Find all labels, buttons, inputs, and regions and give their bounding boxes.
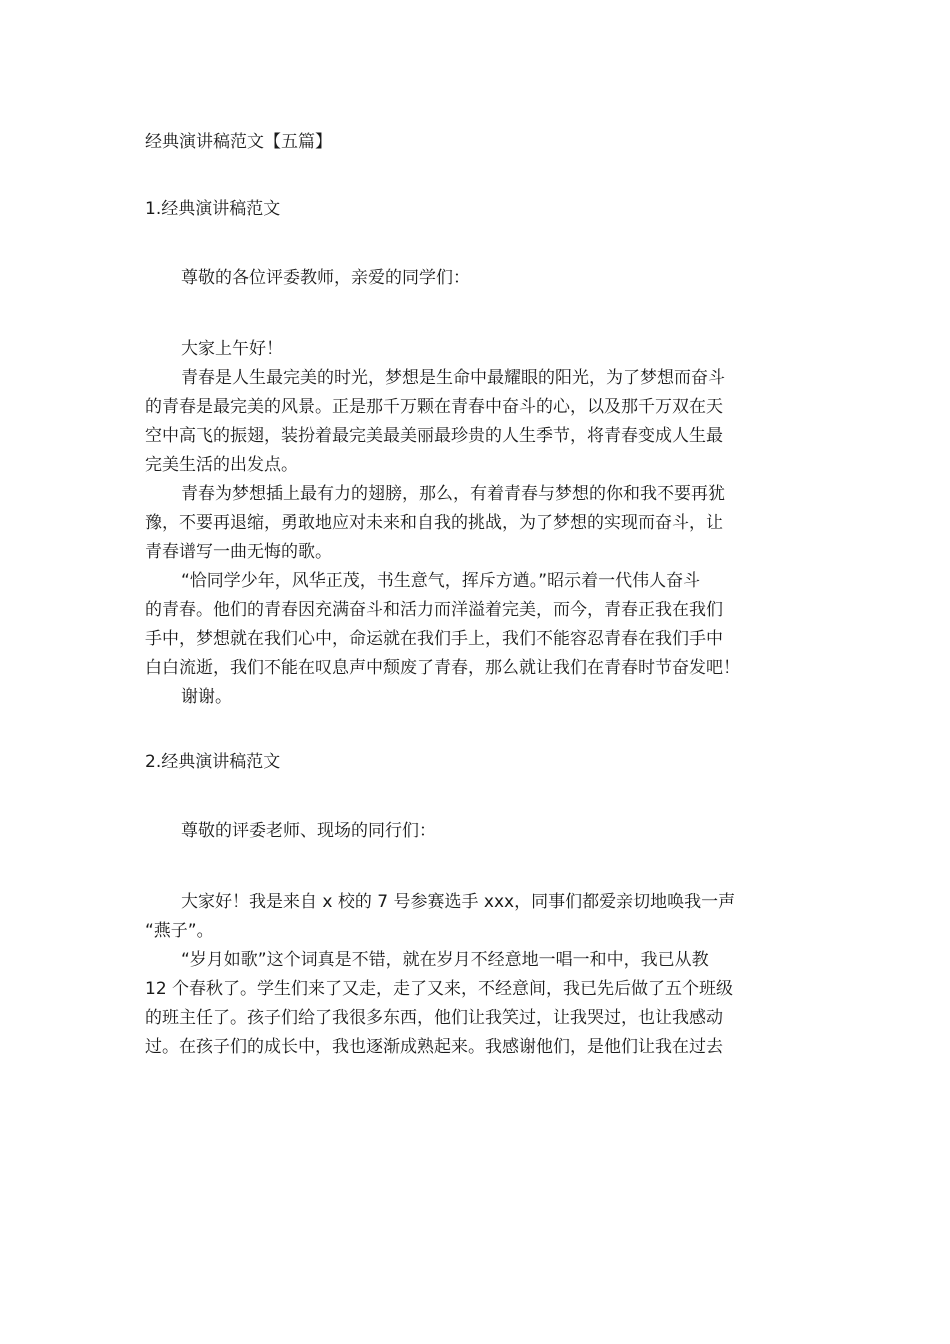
- paragraph-line: 空中高飞的振翅，装扮着最完美最美丽最珍贵的人生季节，将青春变成人生最: [145, 426, 723, 446]
- paragraph: [145, 946, 810, 1062]
- paragraph-line: “恰同学少年，风华正茂，书生意气，挥斥方遒。”昭示着一代伟人奋斗: [181, 571, 701, 591]
- paragraph-line: 的青春。他们的青春因充满奋斗和活力而洋溢着完美，而今，青春正我在我们: [145, 600, 723, 620]
- paragraph-line: 的青春是最完美的风景。正是那千万颗在青春中奋斗的心，以及那千万双在天: [145, 397, 723, 417]
- paragraph-line: 青春谱写一曲无悔的歌。: [145, 542, 332, 562]
- paragraph-line: 白白流逝，我们不能在叹息声中颓废了青春，那么就让我们在青春时节奋发吧！: [145, 658, 740, 678]
- paragraph-line: 豫，不要再退缩，勇敢地应对未来和自我的挑战，为了梦想的实现而奋斗，让: [145, 513, 723, 533]
- section-heading: 1.经典演讲稿范文: [145, 199, 281, 219]
- paragraph-line: “岁月如歌”这个词真是不错，就在岁月不经意地一唱一和中，我已从教: [181, 950, 709, 970]
- paragraph-line: 青春是人生最完美的时光，梦想是生命中最耀眼的阳光，为了梦想而奋斗: [181, 368, 725, 388]
- paragraph-line: 的班主任了。孩子们给了我很多东西，他们让我笑过，让我哭过，也让我感动: [145, 1008, 723, 1028]
- paragraph: [145, 567, 810, 683]
- paragraph-line: 手中，梦想就在我们心中，命运就在我们手上，我们不能容忍青春在我们手中: [145, 629, 723, 649]
- paragraph: [145, 480, 810, 567]
- paragraph-line: 过。在孩子们的成长中，我也逐渐成熟起来。我感谢他们，是他们让我在过去: [145, 1037, 723, 1057]
- document-body: [145, 128, 810, 1062]
- document-title: 经典演讲稿范文【五篇】: [145, 132, 332, 152]
- salutation: 尊敬的各位评委教师，亲爱的同学们：: [181, 268, 470, 288]
- paragraph: [145, 364, 810, 480]
- paragraph-line: “燕子”。: [145, 921, 214, 941]
- paragraph-line: 12 个春秋了。学生们来了又走，走了又来，不经意间，我已先后做了五个班级: [145, 979, 734, 999]
- greeting: 大家上午好！: [181, 339, 283, 359]
- salutation: 尊敬的评委老师、现场的同行们：: [181, 821, 436, 841]
- paragraph-line: 谢谢。: [181, 687, 232, 707]
- paragraph-line: 青春为梦想插上最有力的翅膀，那么，有着青春与梦想的你和我不要再犹: [181, 484, 725, 504]
- paragraph-line: 完美生活的出发点。: [145, 455, 298, 475]
- section-heading: 2.经典演讲稿范文: [145, 752, 281, 772]
- paragraph: [145, 683, 810, 712]
- paragraph: [145, 888, 810, 946]
- paragraph-line: 大家好！我是来自 x 校的 7 号参赛选手 xxx，同事们都爱亲切地唤我一声: [181, 892, 736, 912]
